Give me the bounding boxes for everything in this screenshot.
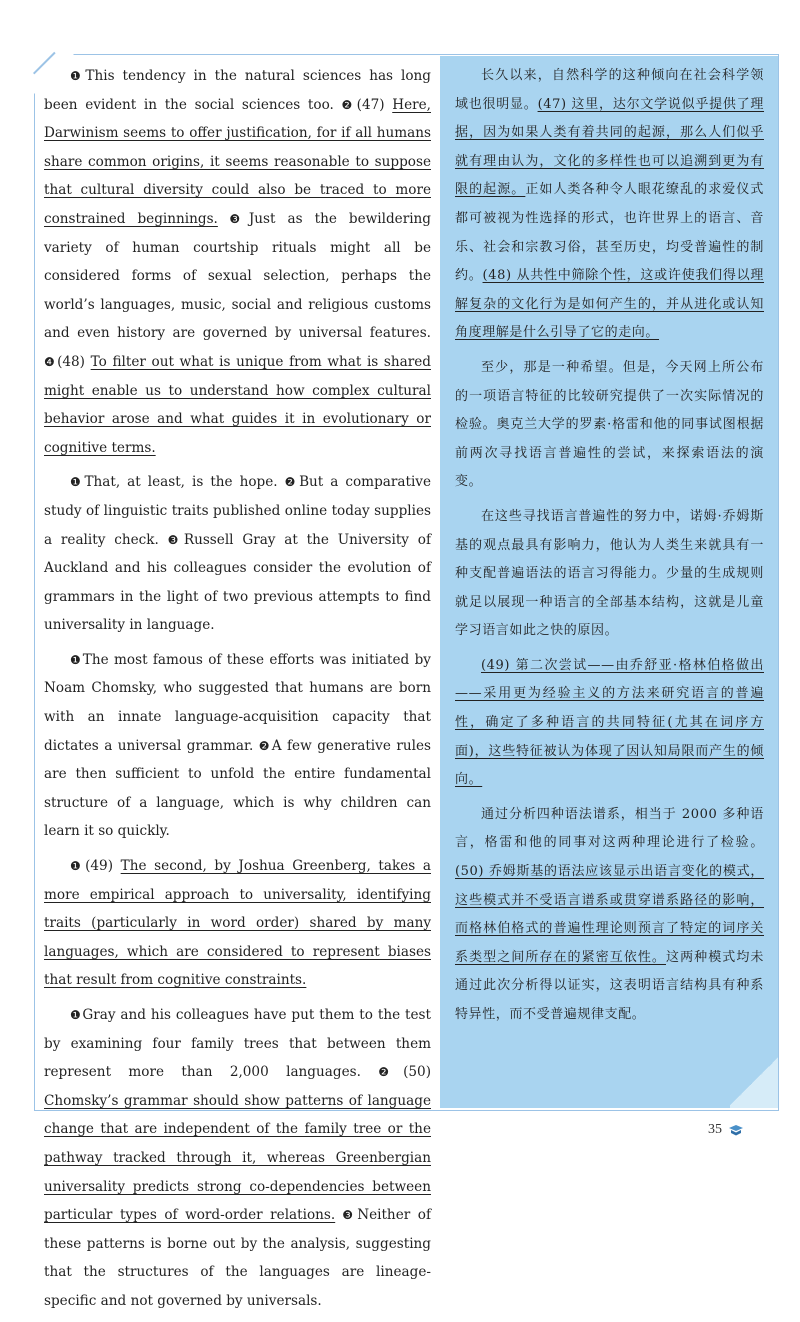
chinese-translation-column xyxy=(440,56,778,1108)
sentence-number: ❹ xyxy=(44,354,57,369)
sentence-text: Russell Gray at the University of Auckland and his colleagues consider the evolution of grammars in the light of two previous attempts to find universality in language. xyxy=(44,531,431,634)
sentence-number: ❶ xyxy=(70,475,84,490)
sentence-number: ❶ xyxy=(70,1008,82,1022)
question-number: (48) xyxy=(57,353,91,370)
sentence-text: Gray and his colleagues have put them to the test by examining four family trees that between them represent more than 2,000 languages. xyxy=(44,1007,431,1081)
sentence-number: ❷ xyxy=(378,1065,403,1080)
book-icon xyxy=(728,1124,744,1136)
sentence-number: ❶ xyxy=(70,859,85,874)
underlined-translation-48: (48) 从共性中筛除个性，这或许使我们得以理解复杂的文化行为是如何产生的，并从进化或认知角度理解是什么引导了它的走向。 xyxy=(455,268,765,341)
sentence-text: This tendency in the natural sciences has long been evident in the social sciences too. xyxy=(44,68,431,113)
sentence-number: ❷ xyxy=(258,738,271,753)
chinese-paragraph-1 xyxy=(455,62,764,348)
question-number: (50) xyxy=(403,1064,431,1081)
page-number: 35 xyxy=(708,1122,722,1137)
page-curl-corner xyxy=(730,1055,778,1108)
sentence-number: ❶ xyxy=(70,652,82,667)
translation-text: 正如人类各种令人眼花缭乱的求爱仪式都可被视为性选择的形式，也许世界上的语言、音乐、社会和宗教习俗，甚至历史，均受普遍性的制约。 xyxy=(455,182,764,284)
sentence-text: Neither of these patterns is borne out by the analysis, suggesting that the structures of the languages are lineage-specific and not governed by universals. xyxy=(44,1207,431,1309)
chinese-paragraph-5 xyxy=(455,801,764,1030)
sentence-text: That, at least, is the hope. xyxy=(84,474,285,491)
sentence-number: ❷ xyxy=(284,475,299,490)
english-paragraph-5 xyxy=(44,1001,431,1316)
sentence-number: ❸ xyxy=(335,1208,357,1223)
underlined-sentence-49: The second, by Joshua Greenberg, takes a more empirical approach to universality, identifying traits (particularly in word order) shared by many languages, which are considered to represent biases that result from cognitive constraints. xyxy=(44,858,431,989)
sentence-number: ❸ xyxy=(167,532,183,547)
sentence-number: ❷ xyxy=(341,97,356,112)
sentence-text: But a comparative study of linguistic traits published online today supplies a reality check. xyxy=(44,474,432,548)
sentence-number: ❶ xyxy=(70,69,85,83)
english-text-column xyxy=(44,62,431,1322)
sentence-number: ❸ xyxy=(217,211,248,226)
chinese-paragraph-3: 在这些寻找语言普遍性的努力中，诺姆·乔姆斯基的观点最具有影响力，他认为人类生来就具有一种支配普遍语法的语言习得能力。少量的生成规则就足以展现一种语言的全部基本结构，这就是儿童学习语言如此之快的原因。 xyxy=(455,508,764,639)
sentence-text: A few generative rules are then sufficient to unfold the entire fundamental structure of a language, which is why children can learn it so quickly. xyxy=(44,737,431,840)
underlined-sentence-48: To filter out what is unique from what is shared might enable us to understand how complex cultural behavior arose and what guides it in evolutionary or cognitive terms. xyxy=(44,353,431,456)
english-paragraph-4 xyxy=(44,852,431,995)
underlined-sentence-47: Here, Darwinism seems to offer justification, for if all humans share common origins, it seems reasonable to suppose that cultural diversity could also be traced to more constrained beginnings. xyxy=(44,96,431,227)
translation-text: 长久以来，自然科学的这种倾向在社会科学领域也很明显。 xyxy=(455,68,764,112)
underlined-translation-50: (50) 乔姆斯基的语法应该显示出语言变化的模式，这些模式并不受语言谱系或贯穿谱系路径的影响，而格林伯格式的普遍性理论则预言了特定的词序关系类型之间所存在的紧密互依性。 xyxy=(455,864,764,965)
sentence-text: Just as the bewildering variety of human courtship rituals might all be considered forms of sexual selection, perhaps the world’s languages, music, social and religious customs and even history are governed by universal features. xyxy=(44,210,432,342)
sentence-text: The most famous of these efforts was initiated by Noam Chomsky, who suggested that humans are born with an innate language-acquisition capacity that dictates a universal grammar. xyxy=(44,651,431,754)
underlined-translation-49: (49) 第二次尝试——由乔舒亚·格林伯格做出——采用更为经验主义的方法来研究语言的普遍性，确定了多种语言的共同特征(尤其在词序方面)，这些特征被认为体现了因认知局限而产生的倾向。 xyxy=(455,657,764,788)
translation-text: 通过分析四种语法谱系，相当于 2000 多种语言，格雷和他的同事对这两种理论进行了检验。 xyxy=(455,806,764,851)
translation-text: 这两种模式均未通过此次分析得以证实，这表明语言结构具有种系特异性，而不受普遍规律支配。 xyxy=(455,949,764,1022)
question-number: (49) xyxy=(85,858,121,875)
english-paragraph-2 xyxy=(44,468,431,640)
english-paragraph-1 xyxy=(44,62,431,462)
question-number: (47) xyxy=(356,96,393,113)
underlined-sentence-50: Chomsky’s grammar should show patterns of language change that are independent of the family tree or the pathway tracked through it, whereas Greenbergian universality predicts strong co-dependencies between particular types of word-order relations. xyxy=(44,1092,431,1224)
chinese-paragraph-4 xyxy=(455,652,764,795)
underlined-translation-47: (47) 这里，达尔文学说似乎提供了理据，因为如果人类有着共同的起源，那么人们似乎就有理由认为，文化的多样性也可以追溯到更为有限的起源。 xyxy=(455,96,765,198)
chinese-paragraph-2: 至少，那是一种希望。但是，今天网上所公布的一项语言特征的比较研究提供了一次实际情况的检验。奥克兰大学的罗素·格雷和他的同事试图根据前两次寻找语言普遍性的尝试，来探索语法的演变。 xyxy=(455,359,764,490)
english-paragraph-3 xyxy=(44,646,431,846)
